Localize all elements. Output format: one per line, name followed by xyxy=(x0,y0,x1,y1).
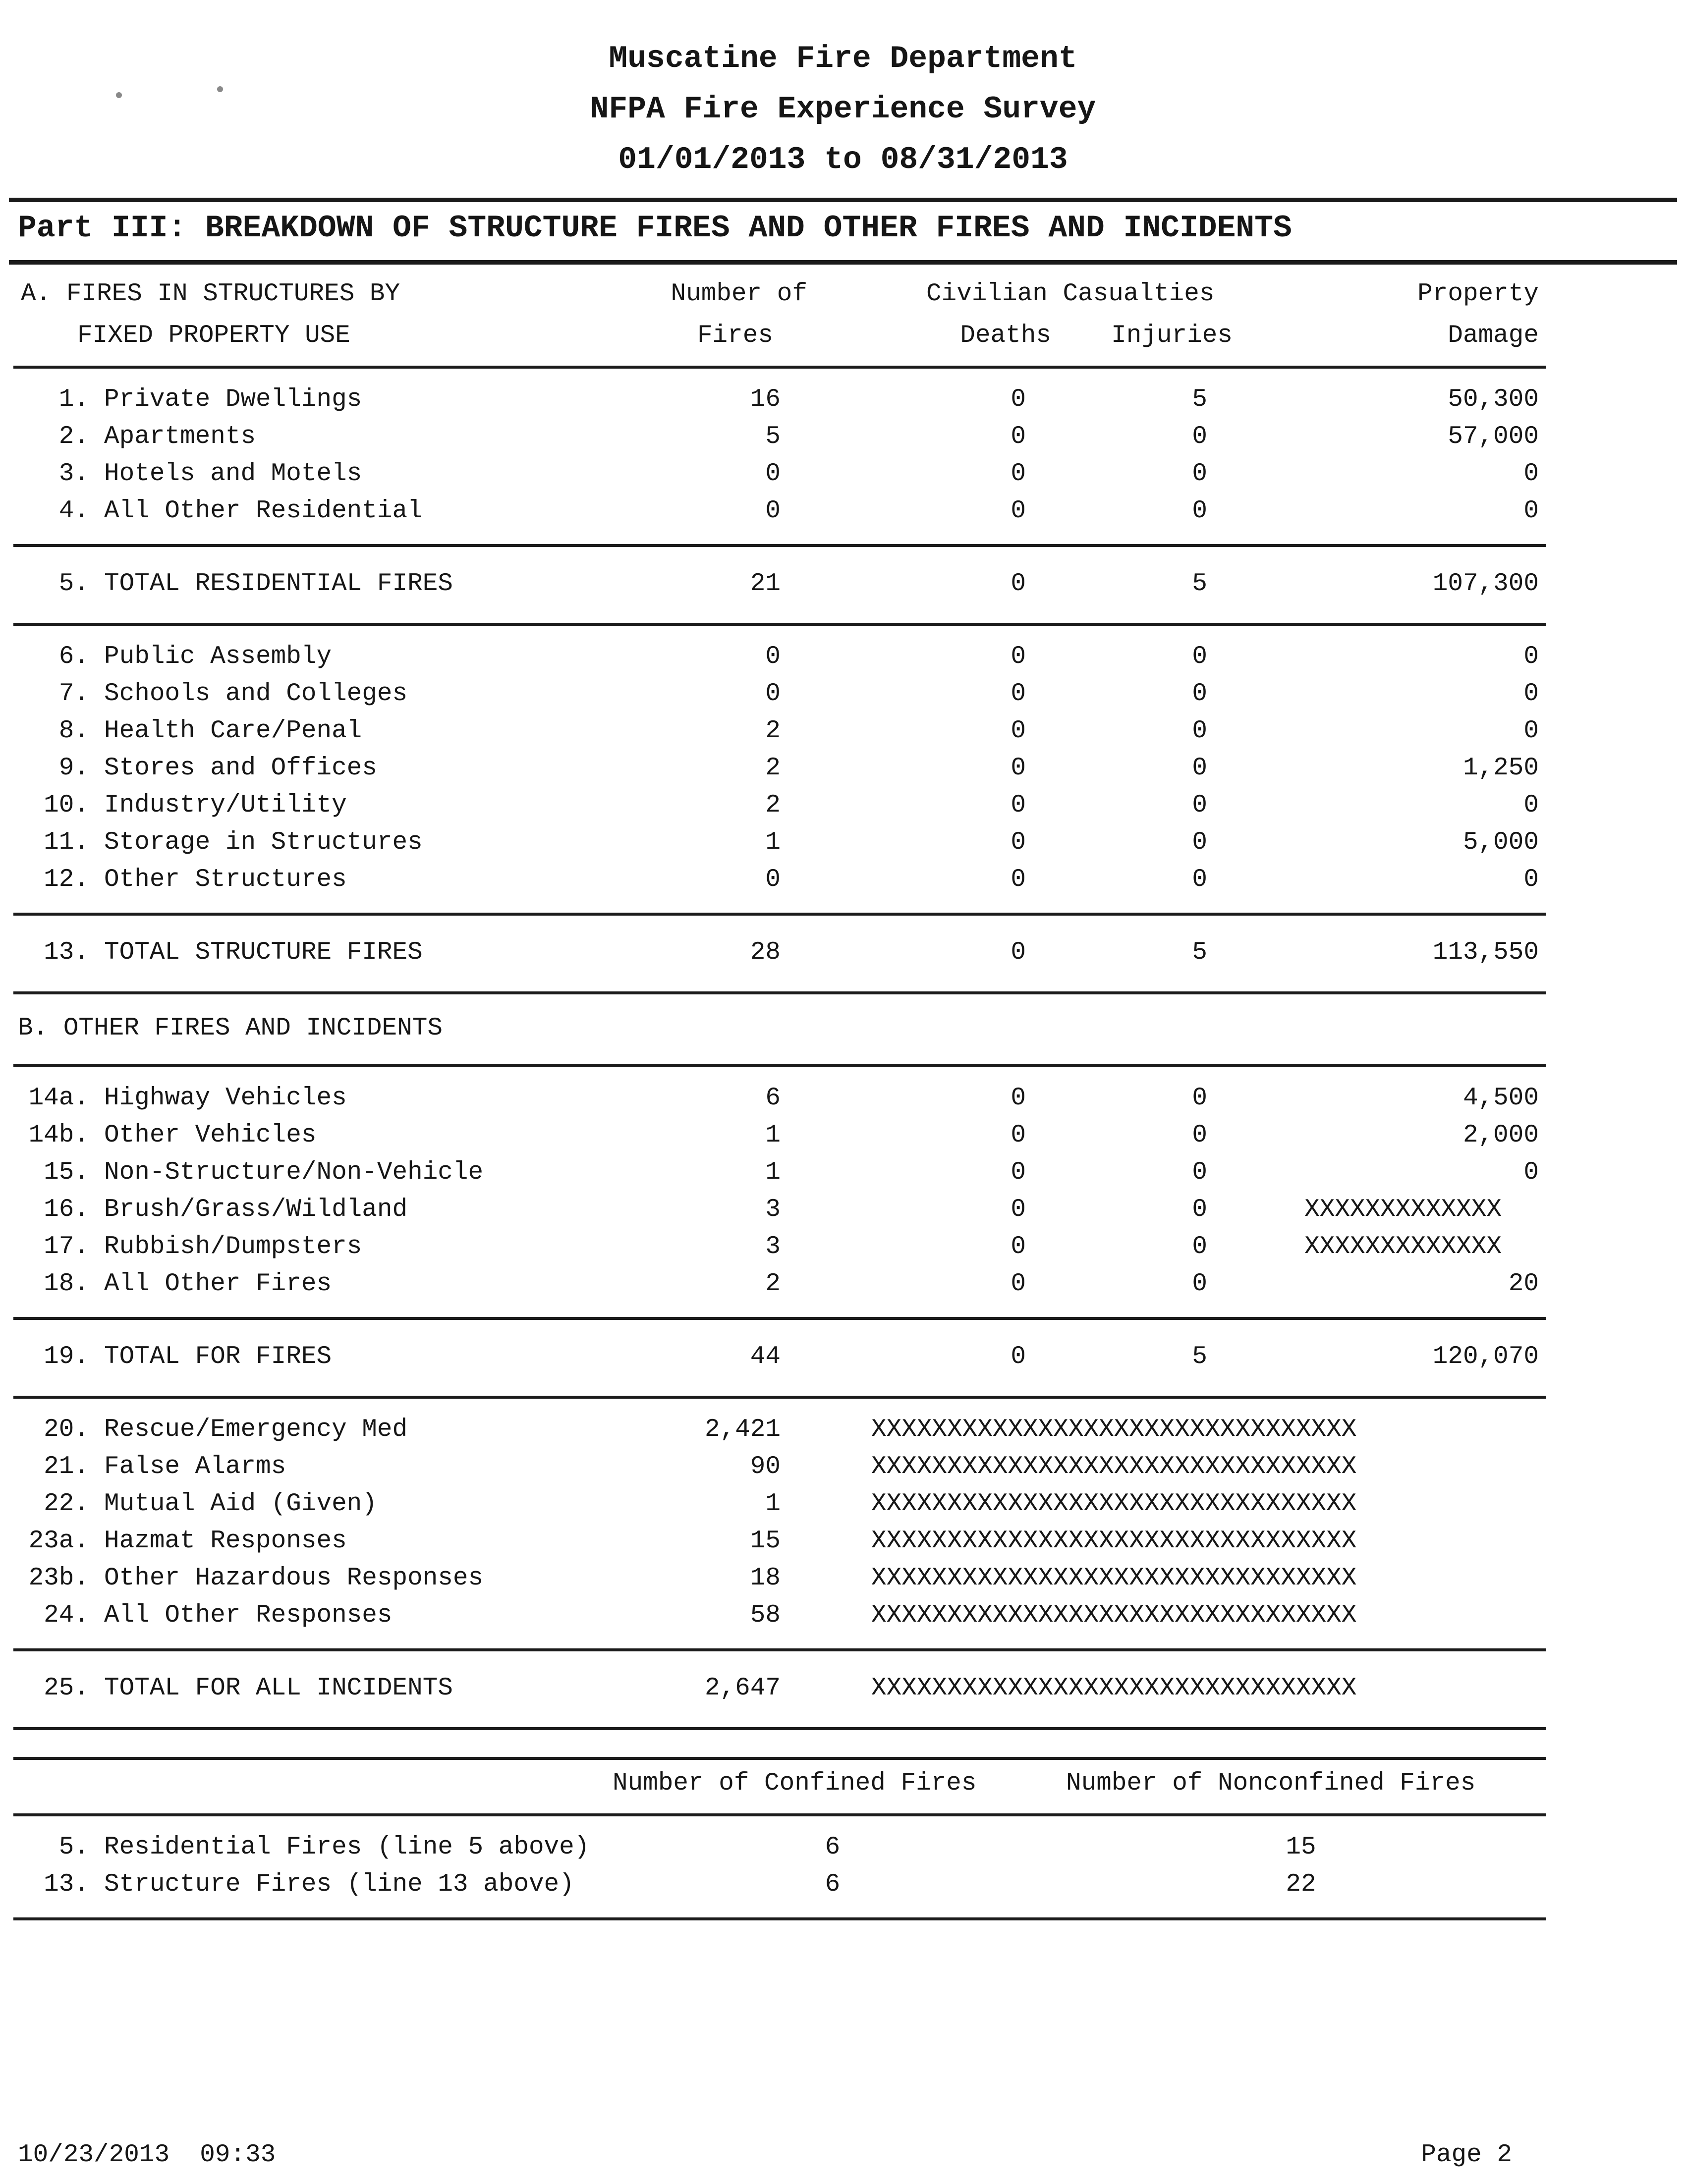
deaths-count: 0 xyxy=(1011,424,1026,452)
table-row xyxy=(0,1155,1686,1192)
incident-count: 90 xyxy=(750,1454,781,1482)
fires-count: 2 xyxy=(765,755,781,783)
damage-value: 50,300 xyxy=(1448,386,1539,415)
table-row xyxy=(0,1867,1686,1904)
row-number: 1. xyxy=(58,386,89,415)
table-row xyxy=(0,566,1686,603)
incident-rows xyxy=(0,1399,1686,1648)
column-header-civilian-casualties: Civilian Casualties xyxy=(926,281,1215,309)
row-label: Hotels and Motels xyxy=(104,461,362,489)
damage-value: 1,250 xyxy=(1462,755,1539,783)
nonconfined-count: 22 xyxy=(1286,1871,1316,1900)
table-row xyxy=(0,1266,1686,1304)
deaths-count: 0 xyxy=(1011,829,1026,858)
masked-value: XXXXXXXXXXXXXXXXXXXXXXXXXXXXXXXX xyxy=(871,1417,1357,1445)
fires-count: 0 xyxy=(765,461,781,489)
fires-count: 44 xyxy=(750,1344,781,1372)
table-row xyxy=(0,382,1686,419)
table-row xyxy=(0,751,1686,788)
table-row xyxy=(0,825,1686,862)
column-header-injuries: Injuries xyxy=(1111,323,1233,351)
injuries-count: 0 xyxy=(1192,498,1207,526)
section-a-column-headers xyxy=(0,265,1686,366)
column-header-nonconfined-fires: Number of Nonconfined Fires xyxy=(1066,1770,1476,1799)
fires-count: 3 xyxy=(765,1234,781,1262)
fires-count: 1 xyxy=(765,829,781,858)
part-title: Part III: BREAKDOWN OF STRUCTURE FIRES AND OTHER FIRES AND INCIDENTS xyxy=(18,213,1292,247)
table-row xyxy=(0,1449,1686,1486)
damage-value: XXXXXXXXXXXXX xyxy=(1304,1197,1502,1225)
row-label: Stores and Offices xyxy=(104,755,377,783)
fires-count: 0 xyxy=(765,867,781,895)
confined-column-headers xyxy=(0,1760,1686,1813)
fires-count: 0 xyxy=(765,644,781,672)
fires-count: 1 xyxy=(765,1122,781,1150)
table-row xyxy=(0,1671,1686,1708)
injuries-count: 0 xyxy=(1192,1085,1207,1113)
row-label: TOTAL STRUCTURE FIRES xyxy=(104,939,423,968)
page-footer xyxy=(18,2142,1512,2171)
deaths-count: 0 xyxy=(1011,644,1026,672)
injuries-count: 0 xyxy=(1192,1271,1207,1299)
row-label: Apartments xyxy=(104,424,256,452)
divider xyxy=(13,1917,1546,1920)
fires-count: 28 xyxy=(750,939,781,968)
damage-value: 0 xyxy=(1523,718,1539,746)
row-number: 5. xyxy=(58,1834,89,1862)
injuries-count: 0 xyxy=(1192,1122,1207,1150)
table-row xyxy=(0,1339,1686,1376)
injuries-count: 0 xyxy=(1192,1197,1207,1225)
table-row xyxy=(0,1412,1686,1449)
row-label: TOTAL FOR ALL INCIDENTS xyxy=(104,1675,453,1703)
incident-count: 18 xyxy=(750,1565,781,1593)
injuries-count: 0 xyxy=(1192,681,1207,709)
fires-count: 21 xyxy=(750,571,781,599)
damage-value: XXXXXXXXXXXXX xyxy=(1304,1234,1502,1262)
row-number: 14a. xyxy=(28,1085,89,1113)
fires-count: 3 xyxy=(765,1197,781,1225)
residential-fires-rows xyxy=(0,369,1686,544)
row-label: All Other Fires xyxy=(104,1271,332,1299)
fires-count: 2 xyxy=(765,1271,781,1299)
row-label: All Other Residential xyxy=(104,498,423,526)
injuries-count: 0 xyxy=(1192,867,1207,895)
fires-count: 1 xyxy=(765,1159,781,1188)
nonresidential-fires-rows xyxy=(0,626,1686,913)
row-label: All Other Responses xyxy=(104,1602,393,1631)
row-number: 8. xyxy=(58,718,89,746)
damage-value: 0 xyxy=(1523,461,1539,489)
table-row xyxy=(0,862,1686,899)
injuries-count: 0 xyxy=(1192,792,1207,820)
damage-value: 107,300 xyxy=(1432,571,1539,599)
table-row xyxy=(0,713,1686,751)
row-label: Rubbish/Dumpsters xyxy=(104,1234,362,1262)
row-number: 11. xyxy=(44,829,89,858)
row-label: Structure Fires (line 13 above) xyxy=(104,1871,574,1900)
report-period: 01/01/2013 to 08/31/2013 xyxy=(618,144,1068,178)
injuries-count: 5 xyxy=(1192,939,1207,968)
nonconfined-count: 15 xyxy=(1286,1834,1316,1862)
row-label: Industry/Utility xyxy=(104,792,347,820)
row-number: 20. xyxy=(44,1417,89,1445)
row-number: 25. xyxy=(44,1675,89,1703)
column-header-confined-fires: Number of Confined Fires xyxy=(613,1770,977,1799)
damage-value: 4,500 xyxy=(1462,1085,1539,1113)
damage-value: 57,000 xyxy=(1448,424,1539,452)
column-header-damage: Damage xyxy=(1448,323,1539,351)
table-row xyxy=(0,639,1686,676)
row-number: 6. xyxy=(58,644,89,672)
injuries-count: 0 xyxy=(1192,755,1207,783)
scan-artifact-dot xyxy=(217,86,223,92)
deaths-count: 0 xyxy=(1011,498,1026,526)
fires-count: 16 xyxy=(750,386,781,415)
row-number: 21. xyxy=(44,1454,89,1482)
row-label: Storage in Structures xyxy=(104,829,423,858)
row-number: 19. xyxy=(44,1344,89,1372)
table-row xyxy=(0,1192,1686,1229)
table-row xyxy=(0,935,1686,972)
deaths-count: 0 xyxy=(1011,939,1026,968)
deaths-count: 0 xyxy=(1011,1197,1026,1225)
divider xyxy=(9,260,1677,265)
deaths-count: 0 xyxy=(1011,1159,1026,1188)
fires-count: 6 xyxy=(765,1085,781,1113)
row-label: Public Assembly xyxy=(104,644,332,672)
fires-total-row xyxy=(0,1320,1686,1396)
injuries-count: 5 xyxy=(1192,386,1207,415)
fires-count: 2 xyxy=(765,718,781,746)
fires-count: 0 xyxy=(765,498,781,526)
injuries-count: 0 xyxy=(1192,718,1207,746)
damage-value: 0 xyxy=(1523,1159,1539,1188)
deaths-count: 0 xyxy=(1011,461,1026,489)
table-row xyxy=(0,456,1686,493)
row-label: Other Vehicles xyxy=(104,1122,317,1150)
fires-count: 2 xyxy=(765,792,781,820)
masked-value: XXXXXXXXXXXXXXXXXXXXXXXXXXXXXXXX xyxy=(871,1565,1357,1593)
row-label: Residential Fires (line 5 above) xyxy=(104,1834,590,1862)
section-b-heading: B. OTHER FIRES AND INCIDENTS xyxy=(18,1015,443,1043)
deaths-count: 0 xyxy=(1011,1271,1026,1299)
damage-value: 5,000 xyxy=(1462,829,1539,858)
incident-count: 58 xyxy=(750,1602,781,1631)
damage-value: 0 xyxy=(1523,644,1539,672)
injuries-count: 5 xyxy=(1192,1344,1207,1372)
deaths-count: 0 xyxy=(1011,1234,1026,1262)
table-row xyxy=(0,676,1686,713)
page-number: Page 2 xyxy=(1421,2142,1512,2171)
row-label: TOTAL FOR FIRES xyxy=(104,1344,332,1372)
masked-value: XXXXXXXXXXXXXXXXXXXXXXXXXXXXXXXX xyxy=(871,1528,1357,1556)
document-header xyxy=(0,0,1686,187)
table-row xyxy=(0,1524,1686,1561)
masked-value: XXXXXXXXXXXXXXXXXXXXXXXXXXXXXXXX xyxy=(871,1454,1357,1482)
table-row xyxy=(0,1830,1686,1867)
deaths-count: 0 xyxy=(1011,386,1026,415)
structure-total-row xyxy=(0,916,1686,991)
injuries-count: 0 xyxy=(1192,461,1207,489)
incident-count: 2,647 xyxy=(704,1675,781,1703)
damage-value: 113,550 xyxy=(1432,939,1539,968)
survey-title: NFPA Fire Experience Survey xyxy=(590,94,1096,128)
row-number: 7. xyxy=(58,681,89,709)
row-number: 3. xyxy=(58,461,89,489)
damage-value: 0 xyxy=(1523,681,1539,709)
row-label: Brush/Grass/Wildland xyxy=(104,1197,408,1225)
row-number: 4. xyxy=(58,498,89,526)
row-label: Hazmat Responses xyxy=(104,1528,347,1556)
divider xyxy=(9,198,1677,202)
deaths-count: 0 xyxy=(1011,718,1026,746)
row-label: Rescue/Emergency Med xyxy=(104,1417,408,1445)
table-row xyxy=(0,1118,1686,1155)
row-number: 18. xyxy=(44,1271,89,1299)
damage-value: 120,070 xyxy=(1432,1344,1539,1372)
injuries-count: 5 xyxy=(1192,571,1207,599)
deaths-count: 0 xyxy=(1011,792,1026,820)
deaths-count: 0 xyxy=(1011,681,1026,709)
scan-artifact-dot xyxy=(116,92,122,98)
row-number: 22. xyxy=(44,1491,89,1519)
table-row xyxy=(0,1486,1686,1524)
row-number: 16. xyxy=(44,1197,89,1225)
table-row xyxy=(0,1081,1686,1118)
injuries-count: 0 xyxy=(1192,644,1207,672)
row-number: 13. xyxy=(44,1871,89,1900)
residential-total-row xyxy=(0,547,1686,623)
incident-count: 15 xyxy=(750,1528,781,1556)
deaths-count: 0 xyxy=(1011,867,1026,895)
section-a-heading-line2: FIXED PROPERTY USE xyxy=(77,323,350,351)
masked-value: XXXXXXXXXXXXXXXXXXXXXXXXXXXXXXXX xyxy=(871,1675,1357,1703)
deaths-count: 0 xyxy=(1011,571,1026,599)
table-row xyxy=(0,1229,1686,1266)
column-header-property: Property xyxy=(1417,281,1539,309)
table-row xyxy=(0,1561,1686,1598)
row-number: 14b. xyxy=(28,1122,89,1150)
table-row xyxy=(0,493,1686,531)
column-header-deaths: Deaths xyxy=(960,323,1051,351)
deaths-count: 0 xyxy=(1011,755,1026,783)
row-label: False Alarms xyxy=(104,1454,286,1482)
incident-count: 2,421 xyxy=(704,1417,781,1445)
confined-count: 6 xyxy=(825,1834,841,1862)
row-label: Other Structures xyxy=(104,867,347,895)
column-header-fires: Fires xyxy=(697,323,773,351)
row-number: 23b. xyxy=(28,1565,89,1593)
other-fires-rows xyxy=(0,1067,1686,1317)
incidents-total-row xyxy=(0,1651,1686,1727)
row-label: Other Hazardous Responses xyxy=(104,1565,484,1593)
row-label: Mutual Aid (Given) xyxy=(104,1491,377,1519)
row-label: Non-Structure/Non-Vehicle xyxy=(104,1159,484,1188)
masked-value: XXXXXXXXXXXXXXXXXXXXXXXXXXXXXXXX xyxy=(871,1491,1357,1519)
row-number: 5. xyxy=(58,571,89,599)
deaths-count: 0 xyxy=(1011,1122,1026,1150)
row-label: Highway Vehicles xyxy=(104,1085,347,1113)
fires-count: 5 xyxy=(765,424,781,452)
row-number: 10. xyxy=(44,792,89,820)
injuries-count: 0 xyxy=(1192,1159,1207,1188)
injuries-count: 0 xyxy=(1192,829,1207,858)
row-number: 2. xyxy=(58,424,89,452)
print-timestamp: 10/23/2013 09:33 xyxy=(18,2142,276,2171)
row-number: 13. xyxy=(44,939,89,968)
damage-value: 0 xyxy=(1523,792,1539,820)
row-number: 17. xyxy=(44,1234,89,1262)
injuries-count: 0 xyxy=(1192,1234,1207,1262)
damage-value: 0 xyxy=(1523,498,1539,526)
damage-value: 0 xyxy=(1523,867,1539,895)
table-row xyxy=(0,1598,1686,1635)
fires-count: 0 xyxy=(765,681,781,709)
confined-count: 6 xyxy=(825,1871,841,1900)
damage-value: 2,000 xyxy=(1462,1122,1539,1150)
table-row xyxy=(0,788,1686,825)
deaths-count: 0 xyxy=(1011,1085,1026,1113)
deaths-count: 0 xyxy=(1011,1344,1026,1372)
row-number: 23a. xyxy=(28,1528,89,1556)
table-row xyxy=(0,419,1686,456)
section-a-heading-line1: A. FIRES IN STRUCTURES BY xyxy=(21,281,400,309)
row-number: 9. xyxy=(58,755,89,783)
incident-count: 1 xyxy=(765,1491,781,1519)
confined-rows xyxy=(0,1816,1686,1917)
row-number: 12. xyxy=(44,867,89,895)
row-label: TOTAL RESIDENTIAL FIRES xyxy=(104,571,453,599)
row-label: Health Care/Penal xyxy=(104,718,362,746)
column-header-number-of: Number of xyxy=(671,281,807,309)
department-name: Muscatine Fire Department xyxy=(609,43,1077,77)
row-label: Private Dwellings xyxy=(104,386,362,415)
row-number: 15. xyxy=(44,1159,89,1188)
row-label: Schools and Colleges xyxy=(104,681,408,709)
row-number: 24. xyxy=(44,1602,89,1631)
damage-value: 20 xyxy=(1508,1271,1539,1299)
injuries-count: 0 xyxy=(1192,424,1207,452)
masked-value: XXXXXXXXXXXXXXXXXXXXXXXXXXXXXXXX xyxy=(871,1602,1357,1631)
